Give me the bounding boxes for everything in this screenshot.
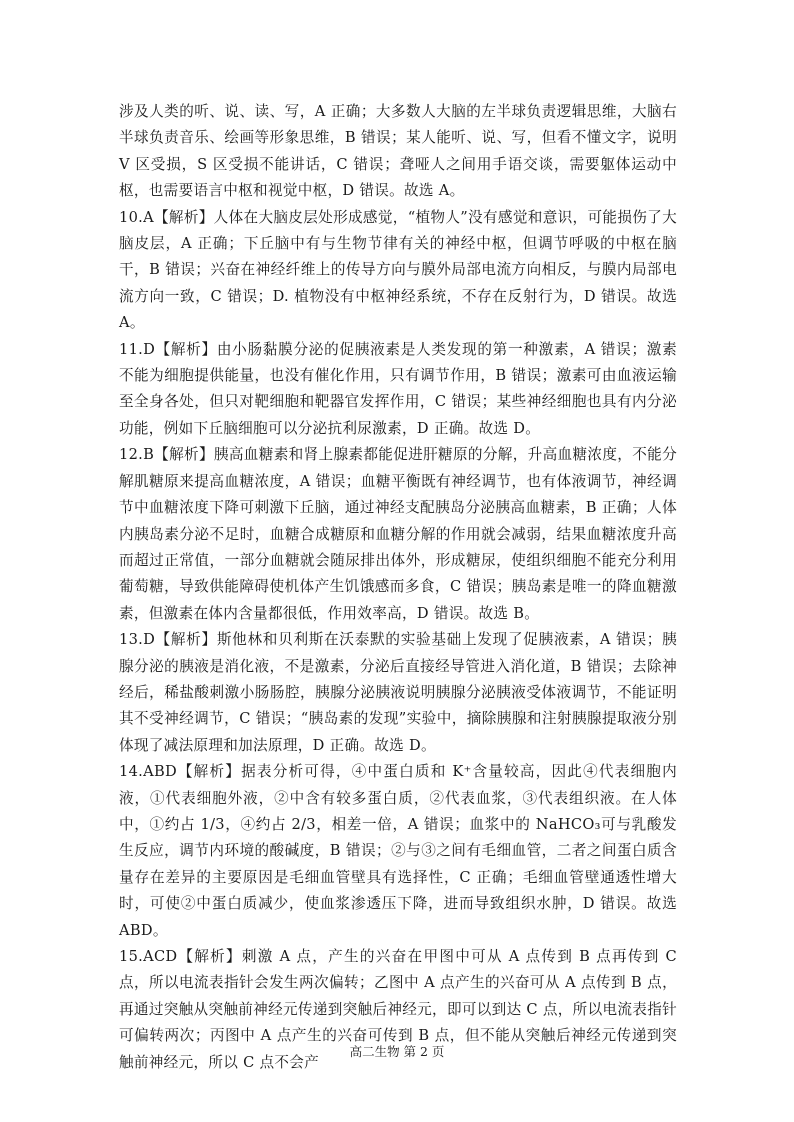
paragraph-q11: 11.D【解析】由小肠黏膜分泌的促胰液素是人类发现的第一种激素，A 错误；激素不能为细胞提供能量，也没有催化作用，只有调节作用，B 错误；激素可由血液运输至全身各处，但只对靶细胞和靶器官发挥作用，C 错误；某些神经细胞也具有内分泌功能，例如下丘脑细胞可以分泌抗利尿激素，D 正确。故选 D。: [119, 340, 677, 437]
paragraph-q14: 14.ABD【解析】据表分析可得，④中蛋白质和 K⁺含量较高，因此④代表细胞内液，①代表细胞外液，②中含有较多蛋白质，②代表血浆，③代表组织液。在人体中，①约占 1/3，④约占 2/3，相差一倍，A 错误；血浆中的 NaHCO₃可与乳酸发生反应，调节内环境的酸碱度，B 错误；②与③之间有毛细血管，二者之间蛋白质含量存在差异的主要原因是毛细血管壁具有选择性，C 正确；毛细血管壁通透性增大时，可使②中蛋白质减少，使血浆渗透压下降，进而导致组织水肿，D 错误。故选 ABD。: [119, 763, 677, 939]
paragraph-q15: 15.ACD【解析】刺激 A 点，产生的兴奋在甲图中可从 A 点传到 B 点再传到 C 点，所以电流表指针会发生两次偏转；乙图中 A 点产生的兴奋可从 A 点传到 B 点，再通过突触从突触前神经元传递到突触后神经元，即可以到达 C 点，所以电流表指针可偏转两次；丙图中 A 点产生的兴奋可传到 B 点，但不能从突触后神经元传递到突触前神经元，所以 C 点不会产: [119, 948, 677, 1071]
paragraph-q12: 12.B【解析】胰高血糖素和肾上腺素都能促进肝糖原的分解，升高血糖浓度，不能分解肌糖原来提高血糖浓度，A 错误；血糖平衡既有神经调节，也有体液调节，神经调节中血糖浓度下降可刺激下丘脑，通过神经支配胰岛分泌胰高血糖素，B 正确；人体内胰岛素分泌不足时，血糖合成糖原和血糖分解的作用就会减弱，结果血糖浓度升高而超过正常值，一部分血糖就会随尿排出体外，形成糖尿，使组织细胞不能充分利用葡萄糖，导致供能障碍使机体产生饥饿感而多食，C 错误；胰岛素是唯一的降血糖激素，但激素在体内含量都很低，作用效率高，D 错误。故选 B。: [119, 446, 677, 622]
paragraph-q10: 10.A【解析】人体在大脑皮层处形成感觉，“植物人”没有感觉和意识，可能损伤了大脑皮层，A 正确；下丘脑中有与生物节律有关的神经中枢，但调节呼吸的中枢在脑干，B 错误；兴奋在神经纤维上的传导方向与膜外局部电流方向相反，与膜内局部电流方向一致，C 错误；D. 植物没有中枢神经系统，不存在反射行为，D 错误。故选 A。: [119, 208, 677, 332]
paragraph-q13: 13.D【解析】斯他林和贝利斯在沃泰默的实验基础上发现了促胰液素，A 错误；胰腺分泌的胰液是消化液，不是激素，分泌后直接经导管进入消化道，B 错误；去除神经后，稀盐酸刺激小肠肠腔，胰腺分泌胰液说明胰腺分泌胰液受体液调节，不能证明其不受神经调节，C 错误；“胰岛素的发现”实验中，摘除胰腺和注射胰腺提取液分别体现了减法原理和加法原理，D 正确。故选 D。: [119, 631, 677, 754]
paragraph-q9-continuation: 涉及人类的听、说、读、写，A 正确；大多数人大脑的左半球负责逻辑思维，大脑右半球负责音乐、绘画等形象思维，B 错误；某人能听、说、写，但看不懂文字，说明 V 区受损，S 区受损不能讲话，C 错误；聋哑人之间用手语交谈，需要躯体运动中枢，也需要语言中枢和视觉中枢，D 错误。故选 A。: [119, 103, 677, 200]
answer-explanations: [119, 99, 677, 1076]
page-footer: 高二生物 第 2 页: [349, 1044, 445, 1059]
